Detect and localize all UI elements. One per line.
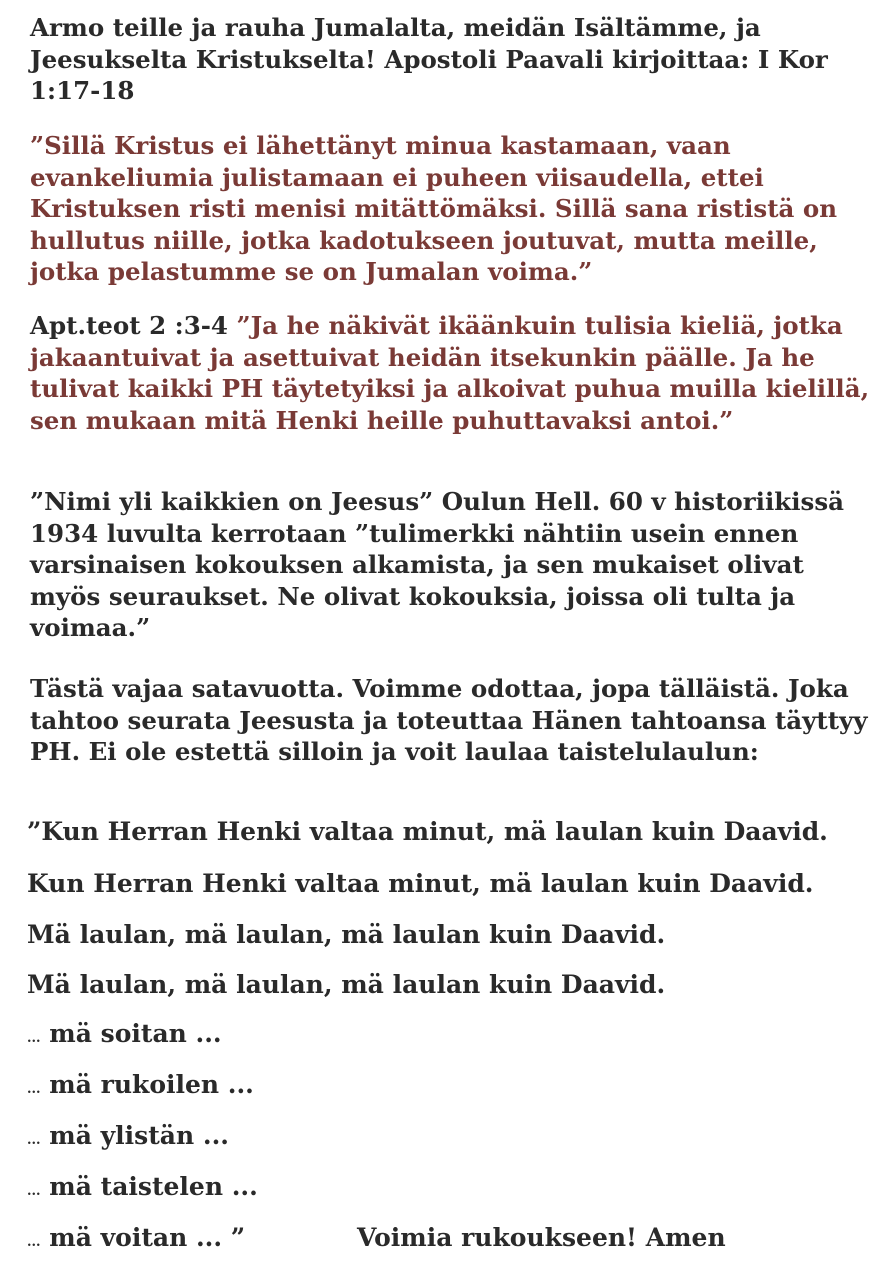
song-line-3: Mä laulan, mä laulan, mä laulan kuin Daavid. <box>27 920 666 949</box>
history-paragraph: ”Nimi yli kaikkien on Jeesus” Oulun Hell. 60 v historiikissä 1934 luvulta kerrotaan ”tulimerkki nähtiin usein ennen varsinaisen kokouksen alkamista, ja sen mukaiset olivat myös seuraukset. Ne olivat kokouksia, joissa oli tulta ja voimaa.” <box>30 487 845 642</box>
intro-paragraph: Armo teille ja rauha Jumalalta, meidän Isältämme, ja Jeesukselta Kristukselta! Apostoli Paavali kirjoittaa: I Kor 1:17-18 <box>30 13 828 105</box>
closing-blessing: Voimia rukoukseen! Amen <box>357 1223 726 1252</box>
century-paragraph: Tästä vajaa satavuotta. Voimme odottaa, jopa tälläistä. Joka tahtoo seurata Jeesusta ja toteuttaa Hänen tahtoansa täyttyy PH. Ei ole estettä silloin ja voit laulaa taistelulaulun: <box>30 674 868 766</box>
song-ellipsis: ... <box>27 1235 41 1250</box>
song-ellipsis: ... <box>27 1184 41 1199</box>
song-ellipsis: ... <box>27 1082 41 1097</box>
song-verse-text: mä voitan ... ” <box>49 1223 246 1252</box>
acts-quote: ”Ja he näkivät ikäänkuin tulisia kieliä, jotka jakaantuivat ja asettuivat heidän itsekunkin päälle. Ja he tulivat kaikki PH täytetyiksi ja alkoivat puhua muilla kielillä, sen mukaan mitä Henki heille puhuttavaksi antoi.” <box>30 311 870 435</box>
song-ellipsis: ... <box>27 1031 41 1046</box>
song-verse-text: mä taistelen ... <box>49 1172 258 1201</box>
song-verse-text: mä rukoilen ... <box>49 1070 254 1099</box>
song-verse-text: mä ylistän ... <box>49 1121 229 1150</box>
song-line-2: Kun Herran Henki valtaa minut, mä laulan kuin Daavid. <box>27 869 814 898</box>
song-line-4: Mä laulan, mä laulan, mä laulan kuin Daavid. <box>27 970 666 999</box>
song-verse-3 <box>27 1121 229 1156</box>
song-verse-1 <box>27 1019 222 1054</box>
acts-paragraph <box>30 310 870 436</box>
song-verse-text: mä soitan ... <box>49 1019 222 1048</box>
song-verse-5 <box>27 1223 245 1258</box>
corinthians-quote: ”Sillä Kristus ei lähettänyt minua kastamaan, vaan evankeliumia julistamaan ei puheen viisaudella, ettei Kristuksen risti menisi mitättömäksi. Sillä sana rististä on hullutus niille, jotka kadotukseen joutuvat, mutta meille, jotka pelastumme se on Jumalan voima.” <box>30 131 838 286</box>
acts-reference: Apt.teot 2 :3-4 <box>30 311 237 340</box>
song-line-1: ”Kun Herran Henki valtaa minut, mä laulan kuin Daavid. <box>27 817 828 846</box>
song-ellipsis: ... <box>27 1133 41 1148</box>
song-verse-4 <box>27 1172 258 1207</box>
song-verse-2 <box>27 1070 254 1105</box>
